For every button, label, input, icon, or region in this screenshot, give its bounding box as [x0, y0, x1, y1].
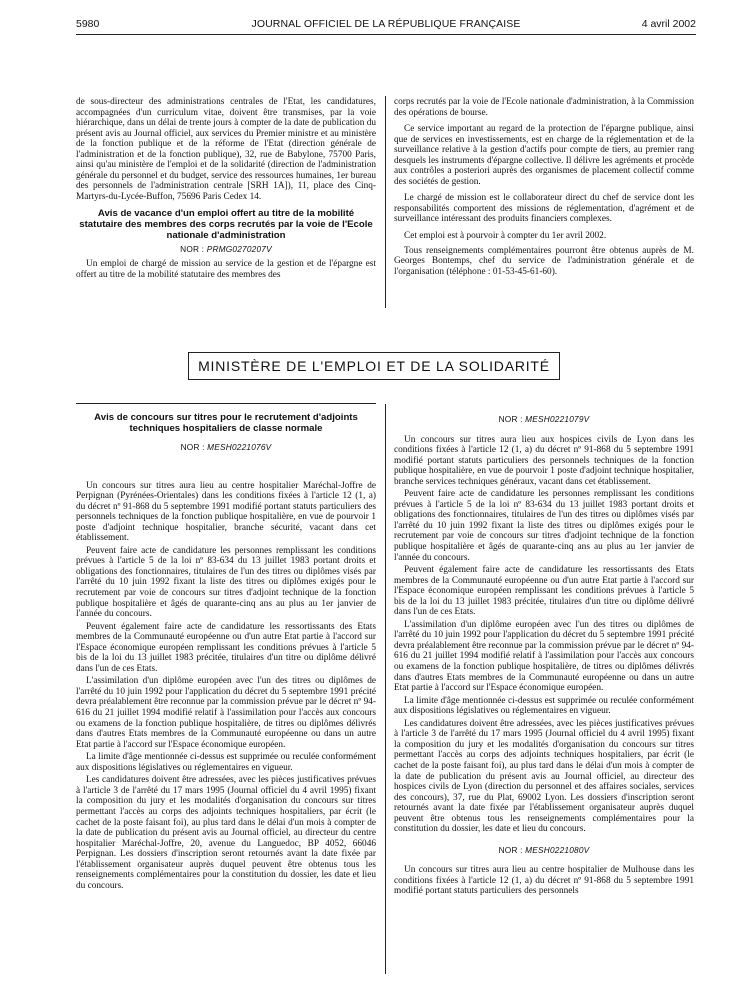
paragraph: L'assimilation d'un diplôme européen avec l'un des titres ou diplômes de l'arrêté du 10 juin 1992 pour l'application du décret du 5 septembre 1991 précité devra préalablement être reconnue par la commission prévue par le décret nº 94-616 du 21 juillet 1994 modifié relatif à l'assimilation pour l'accès aux concours ou examens de la fonction publique hospitalière, de titres ou diplômes délivrés dans d'autres Etats membres de la Communauté européenne ou dans un autre Etat partie à l'accord sur l'Espace économique européen.	[394, 619, 694, 694]
paragraph: Peuvent faire acte de candidature les personnes remplissant les conditions prévues à l'article 5 de la loi nº 83-634 du 13 juillet 1983 portant droits et obligations des fonctionnaires, titulaires de l'un des titres ou diplômes visés par l'arrêté du 10 juin 1992 fixant la liste des titres ou diplômes exigés pour le recrutement par voie de concours sur titres d'adjoint technique de la fonction publique hospitalière et âgés de quarante-cinq ans au plus au 1er janvier de l'année du concours.	[76, 545, 376, 620]
bottom-right-column	[394, 412, 694, 899]
paragraph: Un concours sur titres aura lieu au centre hospitalier de Mulhouse dans les conditions fixées à l'article 12 (1, a) du décret nº 91-868 du 5 septembre 1991 modifié portant statuts particuliers des personnels	[394, 865, 694, 897]
paragraph: Peuvent faire acte de candidature les personnes remplissant les conditions prévues à l'article 5 de la loi nº 83-634 du 13 juillet 1983 portant droits et obligations des fonctionnaires, titulaires de l'un des titres ou diplômes visés par l'arrêté du 10 juin 1992 fixant la liste des titres ou diplômes exigés pour le recrutement par voie de concours sur titres d'adjoint technique de la fonction publique hospitalière et âgés de quarante-cinq ans au plus au 1er janvier de l'année du concours.	[394, 489, 694, 563]
paragraph: La limite d'âge mentionnée ci-dessus est supprimée ou reculée conformément aux dispositions législatives ou réglementaires en vigueur.	[394, 695, 694, 717]
paragraph: Peuvent également faire acte de candidature les ressortissants des Etats membres de la Communauté européenne ou d'un autre Etat partie à l'accord sur l'Espace économique européen remplissant les conditions prévues à l'article 5 bis de la loi du 13 juillet 1983 précitée, titulaires d'un titre ou diplôme délivré dans l'un de ces Etats.	[394, 565, 694, 618]
mulhouse-nor	[394, 845, 694, 856]
top-left-column	[76, 97, 376, 282]
paragraph: L'assimilation d'un diplôme européen avec l'un des titres ou diplômes de l'arrêté du 10 juin 1992 pour l'application du décret du 5 septembre 1991 précité devra préalablement être reconnue par la commission prévue par le décret nº 94-616 du 21 juillet 1994 modifié relatif à l'assimilation pour l'accès aux concours ou examens de la fonction publique hospitalière, de titres ou diplômes délivrés dans d'autres Etats membres de la Communauté européenne ou dans un autre Etat partie à l'accord sur l'Espace économique européen.	[76, 676, 376, 750]
page-number: 5980	[76, 18, 100, 30]
exam-heading: Avis de concours sur titres pour le recrutement d'adjoints techniques hospitaliers de classe normale	[94, 412, 358, 434]
paragraph: Les candidatures doivent être adressées, avec les pièces justificatives prévues à l'article 3 de l'arrêté du 17 mars 1995 (Journal officiel du 4 avril 1995) fixant la composition du jury et les modalités d'organisation du concours sur titres permettant l'accès au corps des adjoints techniques hospitaliers, par écrit (le cachet de la poste faisant foi), au plus tard dans le délai d'un mois à compter de la date de publication du présent avis au Journal officiel, au directeur des hospices civils de Lyon (direction du personnel et des affaires sociales, services des concours), 37, rue du Plat, 69002 Lyon. Les dossiers d'inscription seront retournés avant la date fixée par l'établissement organisateur auprès duquel peuvent être obtenus tous les renseignements complémentaires pour la constitution du dossier, les date et lieu du concours.	[394, 718, 694, 835]
lyon-nor	[394, 414, 694, 425]
issue-date: 4 avril 2002	[641, 18, 696, 30]
nor-code: MESH0221080V	[525, 844, 590, 855]
vacancy-intro-text: Un emploi de chargé de mission au service de la gestion et de l'épargne est offert au titre de la mobilité statutaire des membres des	[76, 259, 376, 280]
vacancy-continuation-text: de sous-directeur des administrations centrales de l'Etat, les candidatures, accompagnées d'un curriculum vitae, doivent être transmises, par la voie hiérarchique, dans un délai de trente jours à compter de la date de publication du présent avis au Journal officiel, aux services du Premier ministre et au ministère de la fonction publique et de la réforme de l'Etat (direction générale de l'administration et de la fonction publique), 32, rue de Babylone, 75700 Paris, ainsi qu'au ministère de l'emploi et de la solidarité (direction de l'administration générale du personnel et du budget, service des ressources humaines, 1er bureau des personnels de l'administration centrale [SRH 1A]), 11, place des Cinq-Martyrs-du-Lycée-Buffon, 75696 Paris Cedex 14.	[76, 97, 376, 202]
service-description-text: Ce service important au regard de la protection de l'épargne publique, ainsi que de services en investissements, est en charge de la réglementation et de la surveillance relative à la gestion d'actifs pour compte de tiers, au premier rang desquels les instruments d'épargne collective. Il délivre les agréments et procède aux contrôles a posteriori auprès des organismes de placement collectif comme des sociétés de gestion.	[394, 124, 694, 187]
left-section-rule	[76, 403, 376, 404]
nor-code: MESH0221079V	[525, 414, 590, 424]
nor-code: PRMG0270207V	[206, 244, 272, 255]
cob-continuation-text: corps recrutés par la voie de l'Ecole nationale d'administration, à la Commission des opérations de bourse.	[394, 97, 694, 118]
top-right-column	[394, 97, 694, 279]
exam-nor	[76, 442, 376, 453]
mission-description-text: Le chargé de mission est le collaborateur direct du chef de service dont les responsabilités comportent des missions de réglementation, d'agrément et de surveillance intéressant des produits financiers complexes.	[394, 193, 694, 225]
journal-title: JOURNAL OFFICIEL DE LA RÉPUBLIQUE FRANÇAISE	[251, 18, 521, 30]
paragraph: Un concours sur titres aura lieu au centre hospitalier Maréchal-Joffre de Perpignan (Pyrénées-Orientales) dans les conditions fixées à l'article 12 (1, a) du décret nº 91-868 du 5 septembre 1991 modifié portant statuts particuliers des personnels techniques de la fonction publique hospitalière, en vue de pourvoir 1 poste d'adjoint technique hospitalier, branche sécurité, vacant dans cet établissement.	[76, 480, 376, 544]
nor-label: NOR :	[180, 442, 205, 452]
nor-code: MESH0221076V	[207, 442, 272, 452]
ministry-banner: MINISTÈRE DE L'EMPLOI ET DE LA SOLIDARITÉ	[188, 352, 560, 380]
vacancy-nor	[76, 244, 376, 255]
vacancy-heading: Avis de vacance d'un emploi offert au titre de la mobilité statutaire des membres des corps recrutés par la voie de l'Ecole nationale d'administration	[79, 208, 373, 242]
header-rule	[76, 34, 696, 35]
paragraph: La limite d'âge mentionnée ci-dessus est supprimée ou reculée conformément aux dispositions législatives ou réglementaires en vigueur.	[76, 752, 376, 773]
bottom-column-divider	[385, 404, 386, 974]
nor-label: NOR :	[498, 844, 523, 855]
nor-label: NOR :	[498, 414, 523, 424]
contact-info-text: Tous renseignements complémentaires pourront être obtenus auprès de M. Georges Bontemps, chef du service de l'administration générale et de l'organisation (téléphone : 01-53-45-61-60).	[394, 245, 694, 277]
paragraph: Peuvent également faire acte de candidature les ressortissants des Etats membres de la Communauté européenne ou d'un autre Etat partie à l'accord sur l'Espace économique européen remplissant les conditions prévues à l'article 5 bis de la loi du 13 juillet 1983 précitée, titulaires d'un titre ou diplôme délivré dans l'un de ces Etats.	[76, 621, 376, 674]
start-date-text: Cet emploi est à pourvoir à compter du 1er avril 2002.	[404, 231, 607, 242]
paragraph: Un concours sur titres aura lieu aux hospices civils de Lyon dans les conditions fixées à l'article 12 (1, a) du décret nº 91-868 du 5 septembre 1991 modifié portant statuts particuliers des personnels techniques de la fonction publique hospitalière, en vue de pourvoir 1 poste d'adjoint technique hospitalier, branche services techniques généraux, vacant dans cet établissement.	[394, 434, 694, 487]
nor-label: NOR :	[180, 244, 205, 255]
bottom-left-column	[76, 412, 376, 893]
page-header	[76, 18, 696, 32]
top-column-divider	[385, 96, 386, 308]
paragraph: Les candidatures doivent être adressées, avec les pièces justificatives prévues à l'article 3 de l'arrêté du 17 mars 1995 (Journal officiel du 4 avril 1995) fixant la composition du jury et les modalités d'organisation du concours sur titres permettant l'accès au corps des adjoints techniques hospitaliers, par écrit (le cachet de la poste faisant foi), au plus tard dans le délai d'un mois à compter de la date de publication du présent avis au Journal officiel, au directeur du centre hospitalier Maréchal-Joffre, 20, avenue du Languedoc, BP 4052, 66046 Perpignan. Les dossiers d'inscription seront retournés avant la date fixée par l'établissement organisateur auprès duquel peuvent être obtenus tous les renseignements complémentaires pour la constitution du dossier, les date et lieu du concours.	[76, 775, 376, 891]
